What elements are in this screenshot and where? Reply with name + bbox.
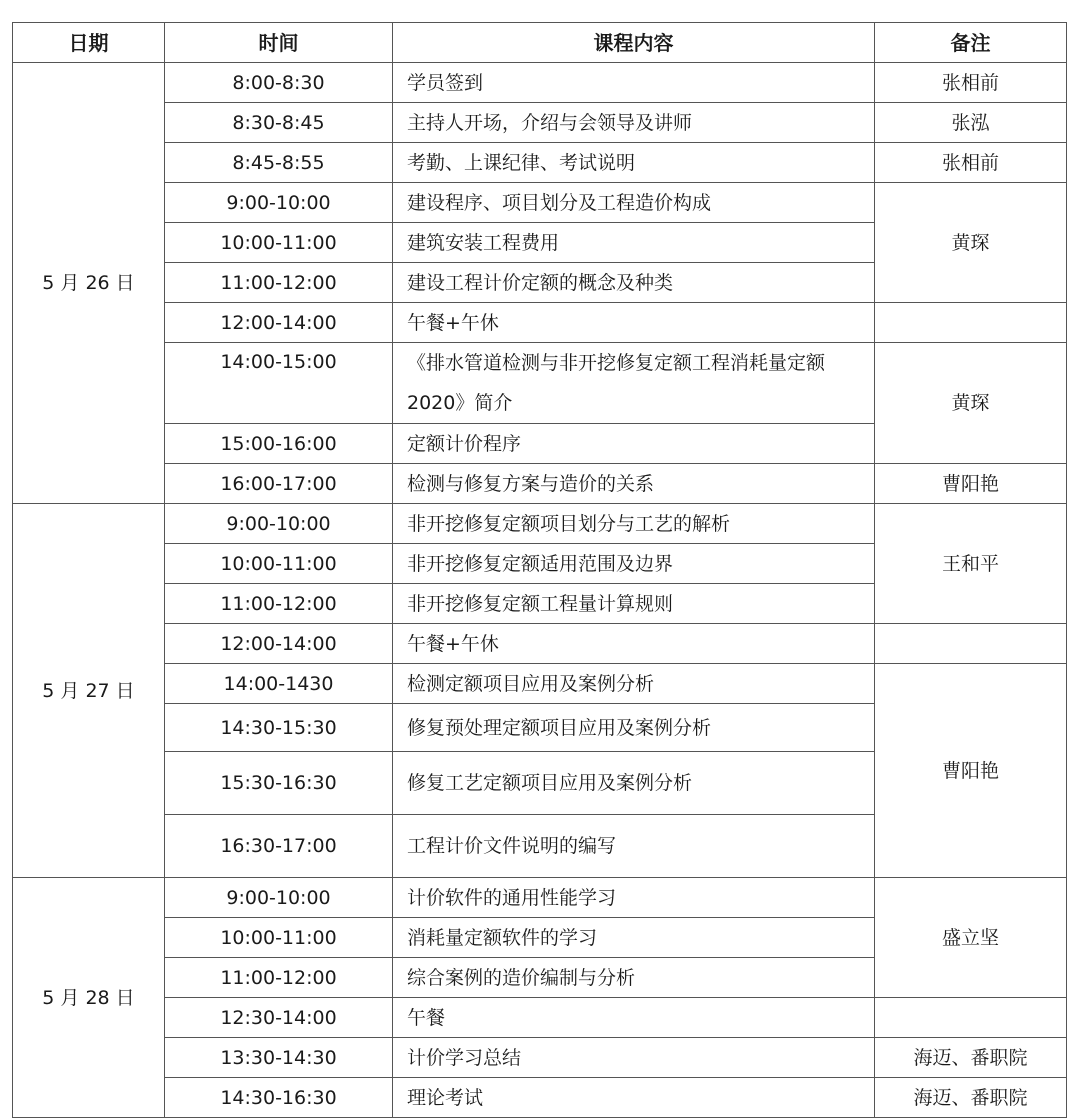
note-cell: 黄琛	[875, 343, 1067, 464]
note-cell: 张相前	[875, 63, 1067, 103]
time-cell: 10:00-11:00	[165, 544, 393, 584]
course-cell: 考勤、上课纪律、考试说明	[393, 143, 875, 183]
time-cell: 9:00-10:00	[165, 183, 393, 223]
table-row	[13, 998, 1067, 1038]
time-cell: 8:30-8:45	[165, 103, 393, 143]
date-cell: 5 月 28 日	[13, 878, 165, 1118]
time-cell: 12:00-14:00	[165, 303, 393, 343]
table-row	[13, 878, 1067, 918]
note-cell: 曹阳艳	[875, 664, 1067, 878]
table-row	[13, 464, 1067, 504]
note-cell	[875, 624, 1067, 664]
note-cell: 曹阳艳	[875, 464, 1067, 504]
table-row	[13, 1038, 1067, 1078]
time-cell: 12:30-14:00	[165, 998, 393, 1038]
table-row	[13, 303, 1067, 343]
time-cell: 8:45-8:55	[165, 143, 393, 183]
time-cell: 9:00-10:00	[165, 504, 393, 544]
course-cell: 检测定额项目应用及案例分析	[393, 664, 875, 704]
course-cell: 消耗量定额软件的学习	[393, 918, 875, 958]
time-cell: 10:00-11:00	[165, 918, 393, 958]
time-cell: 8:00-8:30	[165, 63, 393, 103]
table-row	[13, 63, 1067, 103]
time-cell: 11:00-12:00	[165, 958, 393, 998]
note-cell: 海迈、番职院	[875, 1078, 1067, 1118]
table-row	[13, 504, 1067, 544]
time-cell: 16:30-17:00	[165, 815, 393, 878]
course-cell: 检测与修复方案与造价的关系	[393, 464, 875, 504]
course-cell: 《排水管道检测与非开挖修复定额工程消耗量定额 2020》简介	[393, 343, 875, 424]
time-cell: 14:00-15:00	[165, 343, 393, 424]
table-row	[13, 624, 1067, 664]
header-note: 备注	[875, 23, 1067, 63]
course-cell: 建筑安装工程费用	[393, 223, 875, 263]
course-cell: 学员签到	[393, 63, 875, 103]
time-cell: 9:00-10:00	[165, 878, 393, 918]
course-cell: 建设程序、项目划分及工程造价构成	[393, 183, 875, 223]
table-row	[13, 183, 1067, 223]
header-course: 课程内容	[393, 23, 875, 63]
course-cell: 主持人开场，介绍与会领导及讲师	[393, 103, 875, 143]
time-cell: 10:00-11:00	[165, 223, 393, 263]
course-cell: 计价学习总结	[393, 1038, 875, 1078]
time-cell: 16:00-17:00	[165, 464, 393, 504]
note-cell: 张泓	[875, 103, 1067, 143]
time-cell: 14:00-1430	[165, 664, 393, 704]
header-time: 时间	[165, 23, 393, 63]
table-row	[13, 143, 1067, 183]
date-cell: 5 月 27 日	[13, 504, 165, 878]
time-cell: 13:30-14:30	[165, 1038, 393, 1078]
course-cell: 工程计价文件说明的编写	[393, 815, 875, 878]
course-cell: 建设工程计价定额的概念及种类	[393, 263, 875, 303]
course-cell: 综合案例的造价编制与分析	[393, 958, 875, 998]
time-cell: 12:00-14:00	[165, 624, 393, 664]
schedule-table	[12, 22, 1067, 1118]
table-row	[13, 103, 1067, 143]
course-cell: 修复工艺定额项目应用及案例分析	[393, 752, 875, 815]
time-cell: 14:30-15:30	[165, 704, 393, 752]
date-cell: 5 月 26 日	[13, 63, 165, 504]
course-cell: 午餐+午休	[393, 303, 875, 343]
note-cell: 张相前	[875, 143, 1067, 183]
time-cell: 15:00-16:00	[165, 424, 393, 464]
note-cell: 海迈、番职院	[875, 1038, 1067, 1078]
note-cell	[875, 998, 1067, 1038]
time-cell: 11:00-12:00	[165, 263, 393, 303]
note-cell: 王和平	[875, 504, 1067, 624]
time-cell: 14:30-16:30	[165, 1078, 393, 1118]
course-cell: 非开挖修复定额适用范围及边界	[393, 544, 875, 584]
note-cell: 盛立坚	[875, 878, 1067, 998]
header-row	[13, 23, 1067, 63]
course-cell: 定额计价程序	[393, 424, 875, 464]
course-cell: 理论考试	[393, 1078, 875, 1118]
table-row	[13, 343, 1067, 424]
table-row	[13, 1078, 1067, 1118]
course-cell: 非开挖修复定额项目划分与工艺的解析	[393, 504, 875, 544]
course-cell: 计价软件的通用性能学习	[393, 878, 875, 918]
course-cell: 午餐+午休	[393, 624, 875, 664]
course-cell: 午餐	[393, 998, 875, 1038]
course-cell: 非开挖修复定额工程量计算规则	[393, 584, 875, 624]
time-cell: 11:00-12:00	[165, 584, 393, 624]
time-cell: 15:30-16:30	[165, 752, 393, 815]
table-row	[13, 664, 1067, 704]
header-date: 日期	[13, 23, 165, 63]
note-cell	[875, 303, 1067, 343]
course-cell: 修复预处理定额项目应用及案例分析	[393, 704, 875, 752]
note-cell: 黄琛	[875, 183, 1067, 303]
